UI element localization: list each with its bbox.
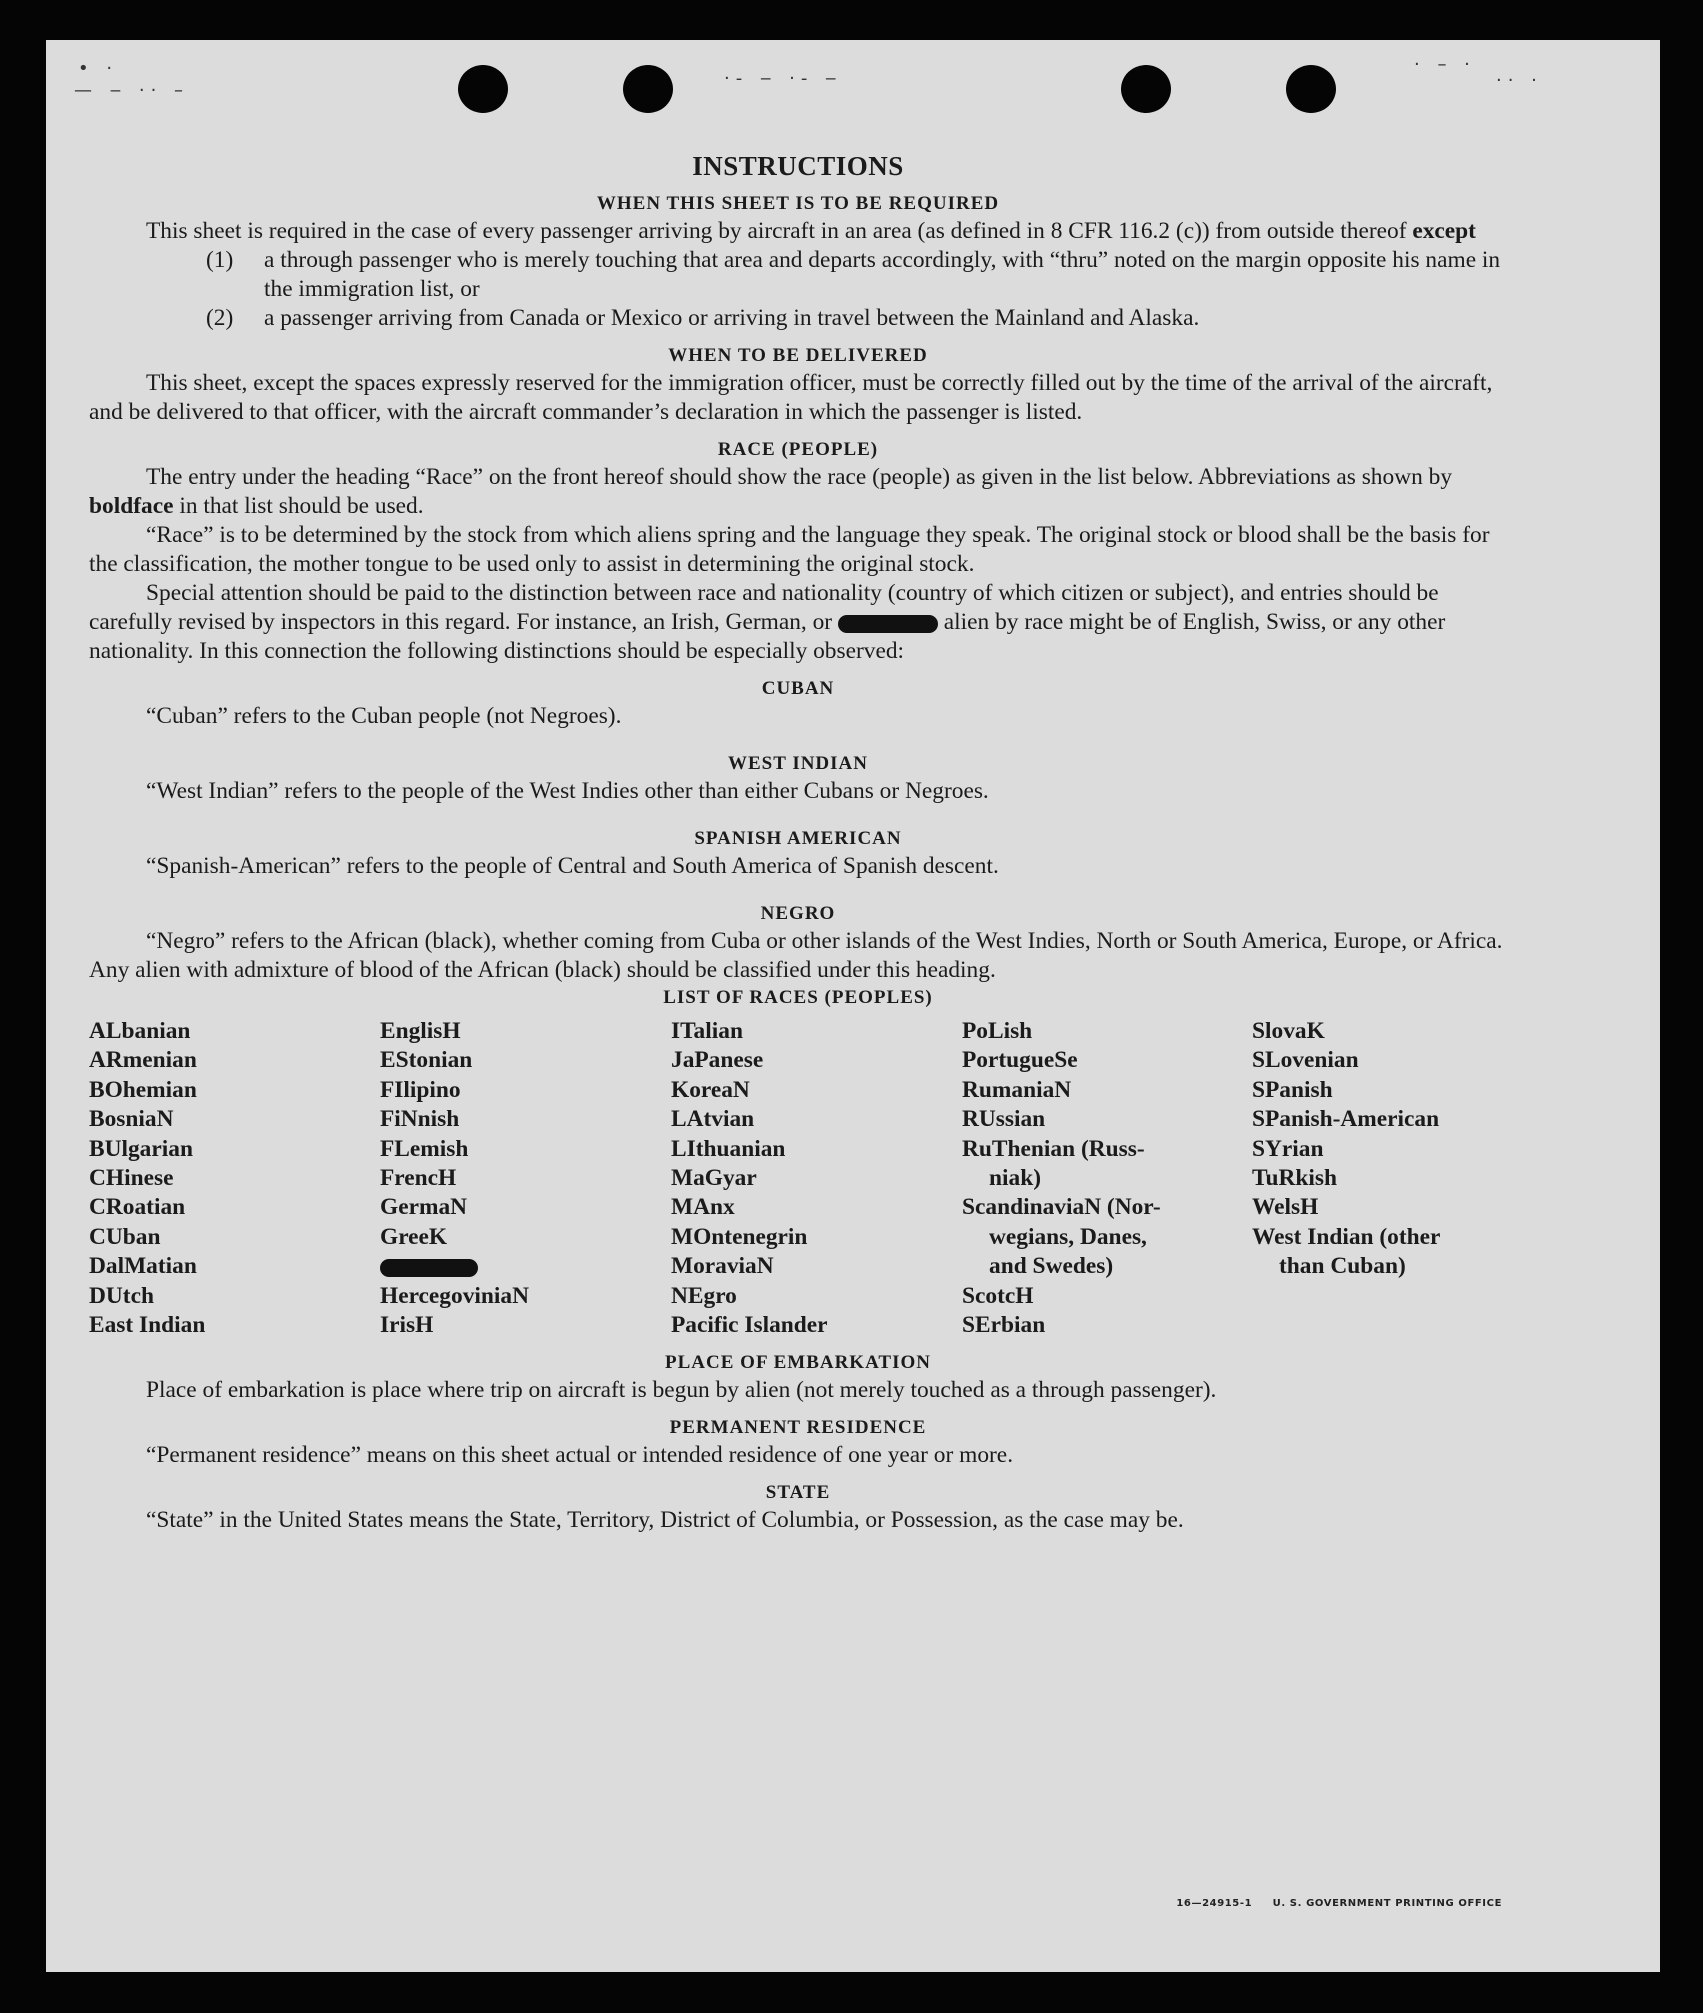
print-footer (1176, 1898, 1502, 1909)
section-heading: PERMANENT RESIDENCE (669, 1417, 927, 1439)
paragraph: This sheet, except the spaces expressly reserved for the immigration officer, must be correctly filled out by the time of the arrival of the aircraft, and be delivered to that officer, with the aircraft commander’s declaration in which the passenger is listed. (89, 370, 1493, 425)
race-entry: ScandinaviaN (Nor- wegians, Danes, and Swedes) (962, 1194, 1161, 1280)
race-list (89, 1017, 1507, 1340)
race-entry: DUtch (89, 1282, 154, 1309)
scan-speck: · – · (1414, 54, 1476, 75)
race-entry: MaGyar (671, 1165, 757, 1192)
race-entry: CHinese (89, 1165, 174, 1192)
exception-item: (1) a through passenger who is merely touching that area and departs accordingly, with “thru” noted on the margin opposite his name in the immigration list, or (206, 247, 1501, 302)
race-entry: CUban (89, 1223, 161, 1250)
punch-hole (1286, 65, 1336, 113)
redaction-mark (380, 1259, 478, 1277)
race-entry: ARmenian (89, 1047, 197, 1074)
section-heading: WHEN TO BE DELIVERED (668, 345, 928, 366)
section-heading: SPANISH AMERICAN (694, 828, 902, 849)
race-entry: RuThenian (Russ- niak) (962, 1135, 1145, 1192)
paragraph: This sheet is required in the case of every passenger arriving by aircraft in an area (as defined in 8 CFR 116.2 (c)) from outside thereof except (146, 218, 1476, 244)
race-entry: PortugueSe (962, 1047, 1078, 1074)
race-entry: FIlipino (380, 1076, 461, 1103)
race-entry: RUssian (962, 1106, 1046, 1133)
section-heading: RACE (PEOPLE) (717, 439, 879, 460)
race-entry: RumaniaN (962, 1076, 1072, 1103)
race-entry: MAnx (671, 1194, 735, 1221)
race-column (380, 1017, 671, 1340)
race-entry: MOntenegrin (671, 1223, 808, 1250)
race-entry: EStonian (380, 1047, 473, 1074)
scan-speck: — ‒ ·· – (74, 80, 190, 101)
race-column (671, 1017, 962, 1340)
race-entry: West Indian (other than Cuban) (1252, 1223, 1441, 1280)
race-entry: PoLish (962, 1018, 1033, 1044)
paragraph: “Spanish-American” refers to the people of Central and South America of Spanish descent. (146, 853, 999, 879)
race-entry: LAtvian (671, 1106, 755, 1133)
race-entry: East Indian (89, 1312, 206, 1339)
race-entry: SPanish (1252, 1076, 1333, 1103)
race-entry: HercegoviniaN (380, 1282, 529, 1309)
race-entry: ITalian (671, 1018, 743, 1044)
race-entry: KoreaN (671, 1076, 750, 1103)
paragraph: Place of embarkation is place where trip on aircraft is begun by alien (not merely touched as a through passenger). (146, 1377, 1217, 1404)
race-entry: BUlgarian (89, 1135, 193, 1162)
race-entry: Pacific Islander (671, 1312, 828, 1339)
race-column (89, 1017, 380, 1340)
page-title: INSTRUCTIONS (692, 151, 904, 181)
paragraph: “Negro” refers to the African (black), whether coming from Cuba or other islands of the West Indies, North or South America, Europe, or Africa. Any alien with admixture of blood of the African (black) should be classified under this heading. (89, 928, 1503, 983)
race-entry: WelsH (1252, 1194, 1319, 1221)
race-entry: JaPanese (671, 1047, 764, 1074)
paragraph: “Permanent residence” means on this sheet actual or intended residence of one year or more. (146, 1442, 1014, 1469)
race-entry: SPanish-American (1252, 1106, 1440, 1133)
section-heading: STATE (765, 1482, 831, 1504)
race-column (1252, 1017, 1507, 1340)
race-entry: GreeK (380, 1223, 448, 1250)
race-entry: SYrian (1252, 1135, 1324, 1162)
exception-item: (2) a passenger arriving from Canada or Mexico or arriving in travel between the Mainland and Alaska. (206, 305, 1200, 331)
paragraph: The entry under the heading “Race” on the front hereof should show the race (people) as given in the list below. Abbreviations as shown by boldface in that list should be used. (89, 464, 1453, 519)
section-heading: PLACE OF EMBARKATION (665, 1352, 931, 1374)
redaction-mark (838, 615, 938, 633)
paragraph: “Race” is to be determined by the stock from which aliens spring and the language they speak. The original stock or blood shall be the basis for the classification, the mother tongue to be used only to assist in determining the original stock. (89, 522, 1490, 577)
race-entry: MoraviaN (671, 1253, 774, 1280)
form-number: 16—24915-1 (1176, 1898, 1253, 1909)
printer-name: U. S. GOVERNMENT PRINTING OFFICE (1272, 1898, 1502, 1909)
race-entry: NEgro (671, 1282, 737, 1309)
scan-speck: ·· · (1496, 70, 1543, 91)
race-entry: FLemish (380, 1135, 469, 1162)
punch-hole (1121, 65, 1171, 113)
punch-hole (458, 65, 508, 113)
race-entry: IrisH (380, 1312, 434, 1339)
race-entry: GermaN (380, 1194, 468, 1221)
race-entry: ScotcH (962, 1282, 1034, 1309)
paragraph: “State” in the United States means the State, Territory, District of Columbia, or Possession, as the case may be. (146, 1507, 1184, 1534)
race-entry: FiNnish (380, 1106, 460, 1133)
race-entry: SErbian (962, 1312, 1046, 1339)
section-heading: NEGRO (760, 903, 836, 924)
section-heading: WHEN THIS SHEET IS TO BE REQUIRED (596, 193, 1000, 214)
race-entry: FrencH (380, 1165, 457, 1192)
race-entry: EnglisH (380, 1018, 461, 1044)
paragraph: “West Indian” refers to the people of the West Indies other than either Cubans or Negroes. (146, 778, 989, 804)
race-entry: DalMatian (89, 1253, 197, 1280)
punch-hole (623, 65, 673, 113)
race-entry: BosniaN (89, 1106, 174, 1133)
paragraph: “Cuban” refers to the Cuban people (not Negroes). (146, 703, 622, 729)
race-entry: SlovaK (1252, 1018, 1325, 1044)
section-heading: WEST INDIAN (728, 753, 868, 774)
race-column (962, 1017, 1252, 1340)
scan-speck: • · (78, 58, 119, 79)
race-entry: ALbanian (89, 1018, 191, 1044)
paragraph: Special attention should be paid to the distinction between race and nationality (country of which citizen or subject), and entries should be carefully revised by inspectors in this regard. For instance, an Irish, German, or alien by race might be of English, Swiss, or any other nationality. In this connection the following distinctions should be especially observed: (89, 580, 1446, 664)
race-entry: CRoatian (89, 1194, 186, 1221)
instructions-body (89, 152, 1507, 1535)
scan-speck: ·‐ ‒ ·‐ ‒ (724, 68, 843, 89)
race-entry: SLovenian (1252, 1047, 1359, 1074)
section-heading: CUBAN (761, 678, 835, 699)
race-entry: BOhemian (89, 1076, 197, 1103)
race-entry (380, 1252, 671, 1281)
race-entry: TuRkish (1252, 1165, 1337, 1192)
race-entry: LIthuanian (671, 1135, 786, 1162)
section-heading: LIST OF RACES (PEOPLES) (663, 987, 933, 1008)
